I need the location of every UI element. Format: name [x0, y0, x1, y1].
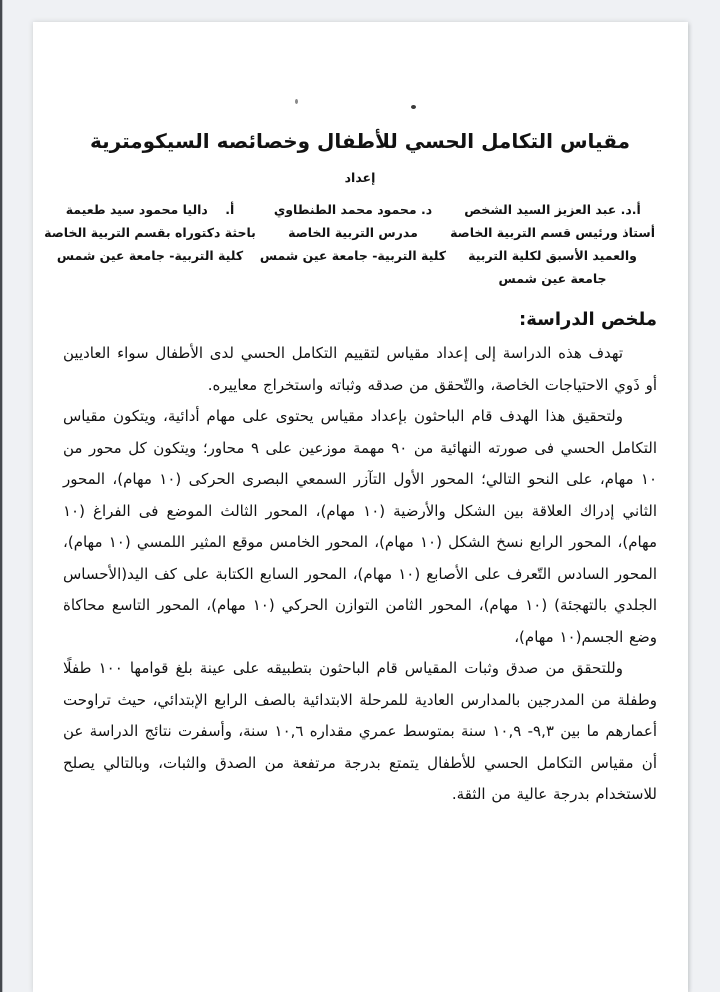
author-name: أ. داليا محمود سيد طعيمة: [65, 202, 235, 217]
abstract-section-heading: ملخص الدراسة:: [519, 309, 657, 330]
author-name: د. محمود محمد الطنطاوي: [273, 202, 433, 217]
paper-title: مقياس التكامل الحسي للأطفال وخصائصه السيكومترية: [89, 129, 630, 153]
author-affiliation: باحثة دكتوراه بقسم التربية الخاصة: [44, 225, 256, 240]
abstract-paragraph-2: ولتحقيق هذا الهدف قام الباحثون بإعداد مقياس يحتوى على مهام أدائية، ويتكون مقياس التكامل الحسي فى صورته النهائية من ٩٠ مهمة موزعين على ٩ محاور؛ ويتكون كل محور من ١٠ مهام، على النحو التالي؛ المحور الأول التآزر السمعي البصرى الحركى (١٠ مهام)، المحور الثاني إدراك العلاقة بين الشكل والأرضية (١٠ مهام)، المحور الثالث الموضع فى الفراغ (١٠ مهام)، المحور الرابع نسخ الشكل (١٠ مهام)، المحور الخامس موقع المثير اللمسي (١٠ مهام)، المحور السادس التّعرف على الأصابع (١٠ مهام)، المحور السابع الكتابة على كف اليد(الأحساس الجلدي بالتهجئة) (١٠ مهام)، المحور الثامن التوازن الحركي (١٠ مهام)، المحور التاسع محاكاة وضع الجسم(١٠ مهام)،: [63, 407, 658, 646]
viewer-left-edge-highlight: [2, 0, 3, 992]
scan-artifact-speck: [411, 105, 416, 109]
authors-block: [44, 198, 657, 290]
author-column-third: [42, 198, 258, 290]
author-affiliation: مدرس التربية الخاصة: [288, 225, 418, 240]
author-affiliation: كلية التربية- جامعة عين شمس: [56, 248, 244, 263]
author-column-first: [448, 198, 657, 290]
abstract-paragraph-1: تهدف هذه الدراسة إلى إعداد مقياس لتقييم التكامل الحسي لدى الأطفال سواء العاديين أو ذَوي الاحتياجات الخاصة، والتّحقق من صدقه وثباته واستخراج معاييره.: [63, 344, 657, 394]
document-page: [33, 22, 688, 992]
prepared-by-label: إعداد: [344, 170, 376, 185]
author-name: أ.د. عبد العزيز السيد الشخص: [464, 202, 641, 217]
abstract-paragraph-3: وللتحقق من صدق وثبات المقياس قام الباحثون بتطبيقه على عينة بلغ قوامها ١٠٠ طفلًا وطفلة من المدرجين بالمدارس العادية للمرحلة الابتدائية بالصف الرابع الإبتدائي، حيث تراوحت أعمارهم ما بين ٩,٣- ١٠,٩ سنة بمتوسط عمري مقداره ١٠,٦ سنة، وأسفرت نتائج الدراسة عن أن مقياس التكامل الحسي للأطفال يتمتع بدرجة مرتفعة من الصدق والثبات، وبالتالي يصلح للاستخدام بدرجة عالية من الثقة.: [63, 659, 658, 803]
author-affiliation: كلية التربية- جامعة عين شمس: [259, 248, 447, 263]
author-affiliation: أستاذ ورئيس قسم التربية الخاصة: [450, 225, 655, 240]
scan-artifact-speck: [295, 99, 298, 104]
author-affiliation: جامعة عين شمس: [498, 271, 607, 286]
author-affiliation: والعميد الأسبق لكلية التربية: [468, 248, 637, 263]
author-column-second: [258, 198, 448, 290]
